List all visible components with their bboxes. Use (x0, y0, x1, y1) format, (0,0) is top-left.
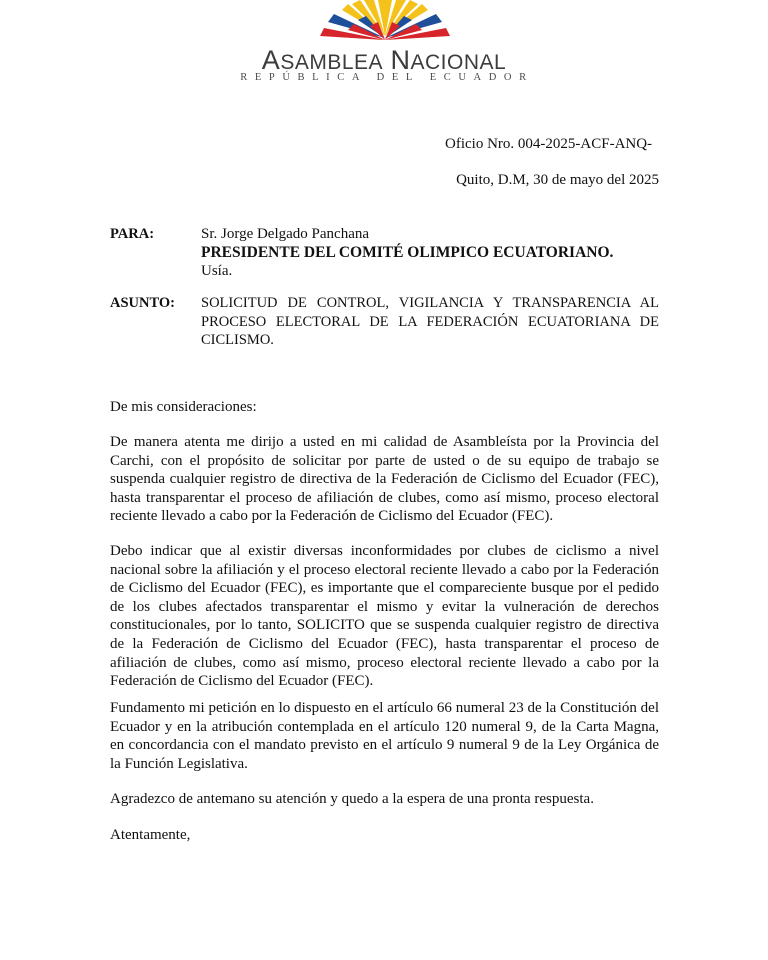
institution-subtitle: REPÚBLICA DEL ECUADOR (240, 72, 534, 83)
body-paragraph-1: De manera atenta me dirijo a usted en mi calidad de Asambleísta por la Provincia del Carchi, con el propósito de solicitar por parte de usted o de su equipo de trabajo se suspenda cualquier registro de directiva de la Federación de Ciclismo del Ecuador (FEC), hasta transparentar el proceso de afiliación de clubes, como así mismo, proceso electoral reciente llevado a cabo por la Federación de Ciclismo del Ecuador (FEC). (110, 434, 659, 525)
body-paragraph-4: Agradezco de antemano su atención y quedo a la espera de una pronta respuesta. (110, 791, 594, 807)
body-paragraph-2: Debo indicar que al existir diversas inconformidades por clubes de ciclismo a nivel nacional sobre la afiliación y el proceso electoral reciente llevado a cabo por la Federación de Ciclismo del Ecuador (FEC), es importante que el compareciente busque por el pedido de los clubes afectados transparentar el mismo y evitar la vulneración de derechos constitucionales, por lo tanto, SOLICITO que se suspenda cualquier registro de directiva de la Federación de Ciclismo del Ecuador (FEC), hasta transparentar el proceso de afiliación de clubes, como así mismo, proceso electoral reciente llevado a cabo por la Federación de Ciclismo del Ecuador (FEC). (110, 543, 659, 690)
recipient-block (201, 225, 661, 281)
recipient-title: PRESIDENTE DEL COMITÉ OLIMPICO ECUATORIANO. (201, 243, 614, 261)
greeting: De mis consideraciones: (110, 399, 257, 415)
para-label: PARA: (110, 226, 155, 242)
closing: Atentamente, (110, 827, 191, 843)
subject-text: SOLICITUD DE CONTROL, VIGILANCIA Y TRANSPARENCIA AL PROCESO ELECTORAL DE LA FEDERACIÓN ECUATORIANA DE CICLISMO. (201, 295, 659, 348)
recipient-salutation: Usía. (201, 263, 233, 279)
institution-title-text: ASAMBLEA NACIONAL (261, 45, 507, 75)
recipient-name: Sr. Jorge Delgado Panchana (201, 226, 370, 242)
asunto-label: ASUNTO: (110, 295, 175, 311)
document-reference: Oficio Nro. 004-2025-ACF-ANQ- (445, 136, 653, 152)
body-paragraph-3: Fundamento mi petición en lo dispuesto en el artículo 66 numeral 23 de la Constitución del Ecuador y en la atribución contemplada en el artículo 120 numeral 9, de la Carta Magna, en concordancia con el mandato previsto en el artículo 9 numeral 9 de la Ley Orgánica de la Función Legislativa. (110, 700, 659, 772)
letterhead (0, 0, 768, 90)
place-date: Quito, D.M, 30 de mayo del 2025 (456, 172, 659, 188)
asamblea-logo-icon (318, 0, 452, 48)
